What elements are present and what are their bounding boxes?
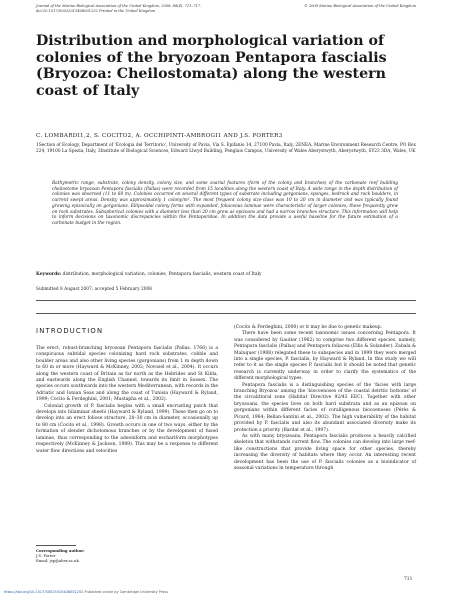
left-column (36, 346, 218, 455)
corresponding-author-email: Email: jsp@aber.ac.uk (36, 558, 79, 563)
paragraph: (Cocito & Ferdeghini, 2000) or it may be due to genetic makeup. (234, 325, 383, 330)
submission-dates: Submitted 8 August 2007; accepted 5 February 2008 (36, 287, 152, 292)
copyright-notice: © 2008 Marine Biological Association of the United Kingdom (304, 4, 416, 8)
divider-top (36, 300, 416, 301)
corresponding-author-label: Corresponding author: (36, 548, 85, 553)
keywords-line (36, 272, 416, 278)
journal-doi-line: doi:10.1017/S0025315408001252 Printed in the United Kingdom (36, 8, 156, 13)
author-affiliations: 1Section of Ecology, Department of 'Ecologia del Territorio', University of Pavia, Via S. Epifanio 14, 27100 Pavia, Italy, 2ENEA, Marine Environment Research Centre, PO Box 224, 19100 La Spezia, Italy, 3Institute of Biological Sciences, Edward Llwyd Building, Penglais Campus, University of Wales Aberystwyth, Aberystwyth, SY23 3DA, Wales, UK (36, 143, 416, 154)
author-list: C. LOMBARDI1,2, S. COCITO2, A. OCCHIPINTI-AMBROGI1 AND J.S. PORTER3 (36, 133, 283, 139)
journal-running-head (36, 4, 271, 13)
paragraph: Colonial growth of P. fascialis begins with a small encrusting patch that develops into bilaminar sheets (Hayward & Ryland, 1999). These then go on to develop into an erect foliose structure, 20–30 cm in diameter, occasionally up to 80 cm (Cocito et al., 1998). Growth occurs in one of two ways, either by the formation of slender dichotomous branches or by the development of fused laminae, thus corresponding to the adeoniform and eschariform morphotypes respectively (McKinney & Jackson, 1989). This may be a response to different water flow directions and velocities (36, 403, 218, 454)
paragraph: As with many bryozoans, Pentapora fascialis produces a heavily calcified skeleton that withstands current flow. The colonies can develop into large reef-like constructions that provide living space for other species, thereby increasing the diversity of habitats where they occur. An interesting recent development has been the use of P. fascialis colonies as a bioindicator of seasonal variations in temperature through (234, 433, 416, 471)
section-heading-introduction: INTRODUCTION (36, 327, 104, 335)
article-title: Distribution and morphological variation of colonies of the bryozoan Pentapora fascialis (Bryozoa: Cheilostomata) along the western coast of Italy (36, 33, 387, 99)
keywords-text: distribution, morphological variation, colonies, Pentapora fascialis, western coast of Italy (62, 272, 262, 277)
journal-citation: Journal of the Marine Biological Association of the United Kingdom, 2008, 88(4), 711–717. (36, 4, 202, 8)
page-footer (0, 589, 450, 596)
divider-bottom (36, 313, 416, 314)
abstract: Bathymetric range, substrate, colony density, colony size, and some zoarial features (form of the colony and branches) of the carbonate reef building cheilostome bryozoan Pentapora fascialis (Pallas) were recorded from 15 localities along the western coast of Italy. A wide range in the depth distribution of colonies was observed (11 to 60 m). Colonies occurred on several different types of substrate including gorgonians, sponges, bedrock and rock boulders, in current swept areas. Density was approximately 1 colony/m². The most frequent colony size-class was 10 to 20 cm in diameter and was typically found growing epizoically on gorgonians. Ellipsoidal colony forms with expanded, foliaceous laminae were characteristic of larger colonies; these frequently grew on rock substrates. Subspherical colonies with a diameter less than 20 cm grew as epizoans and had a narrow branches structure. This information will help to inform decisions on taxonomic discrepancies within the Pentaporidae. In addition the data provide a useful baseline for the future estimation of a carbonate budget in the region. (52, 181, 398, 226)
right-column (234, 325, 416, 472)
page-number: 711 (404, 577, 413, 582)
doi-link[interactable]: https://doi.org/10.1017/S0025315408001252 (4, 590, 84, 594)
corresponding-author-note (36, 548, 85, 563)
paragraph: Pentapora fascialis is a distinguishing species of the 'facies with large branching Bryozoa' among the 'biocoenoses of the coastal detritic bottoms' of the circalittoral zone (Habitat Directive 92/43 EEC). Together with other bryozoans, the species lives on both hard substrata and as an epizoan on gorgonians within different facies of coralligenous biocoenoses (Pérès & Picard, 1964; Bellan-Santini et al., 2002). The high vulnerability of the habitat provided by P. fascialis and also its abundant associated diversity make its protection a priority (Bardat et al., 1997). (234, 382, 416, 433)
corresponding-author-name: J.S. Porter (36, 553, 56, 558)
footnote-rule (36, 545, 76, 546)
paragraph: There have been some recent taxonomic issues concerning Pentapora. It was considered by Gautier (1962) to comprise two different species, namely, Pentapora fascialis (Pallas) and Pentapora foliacea (Ellis & Solander). Zabala & Maluquer (1988) relegated these to subspecies and in 1999 they were merged into a single species, P. fascialis, by Hayward & Ryland. In this study we will refer to it as the single species P. fascialis but it should be noted that genetic research is currently underway in order to clarify the systematics of the different morphological types. (234, 331, 416, 382)
paragraph: The erect, robust-branching bryozoan Pentapora fascialis (Pallas, 1766) is a conspicuous subtidal species colonizing hard rock substrates, cobble and boulder areas and also other living species (gorgonians) from 1 m depth down to 60 m or more (Hayward & McKinney, 2002; Novosel et al., 2004). It occurs along the western coast of Britain as far north as the Hebrides and St Kilda, and eastwards along the English Channel, towards its limit in Sussex. The species occurs southwards into the western Mediterranean, with records in the Adriatic and Ionian Seas and along the coast of Tunisia (Hayward & Ryland, 1999; Cocito & Ferdeghini, 2001; Mustapha et al., 2002). (36, 346, 218, 403)
publisher-note: Published online by Cambridge University Press (84, 590, 169, 594)
keywords-label: Keywords: (36, 272, 62, 277)
